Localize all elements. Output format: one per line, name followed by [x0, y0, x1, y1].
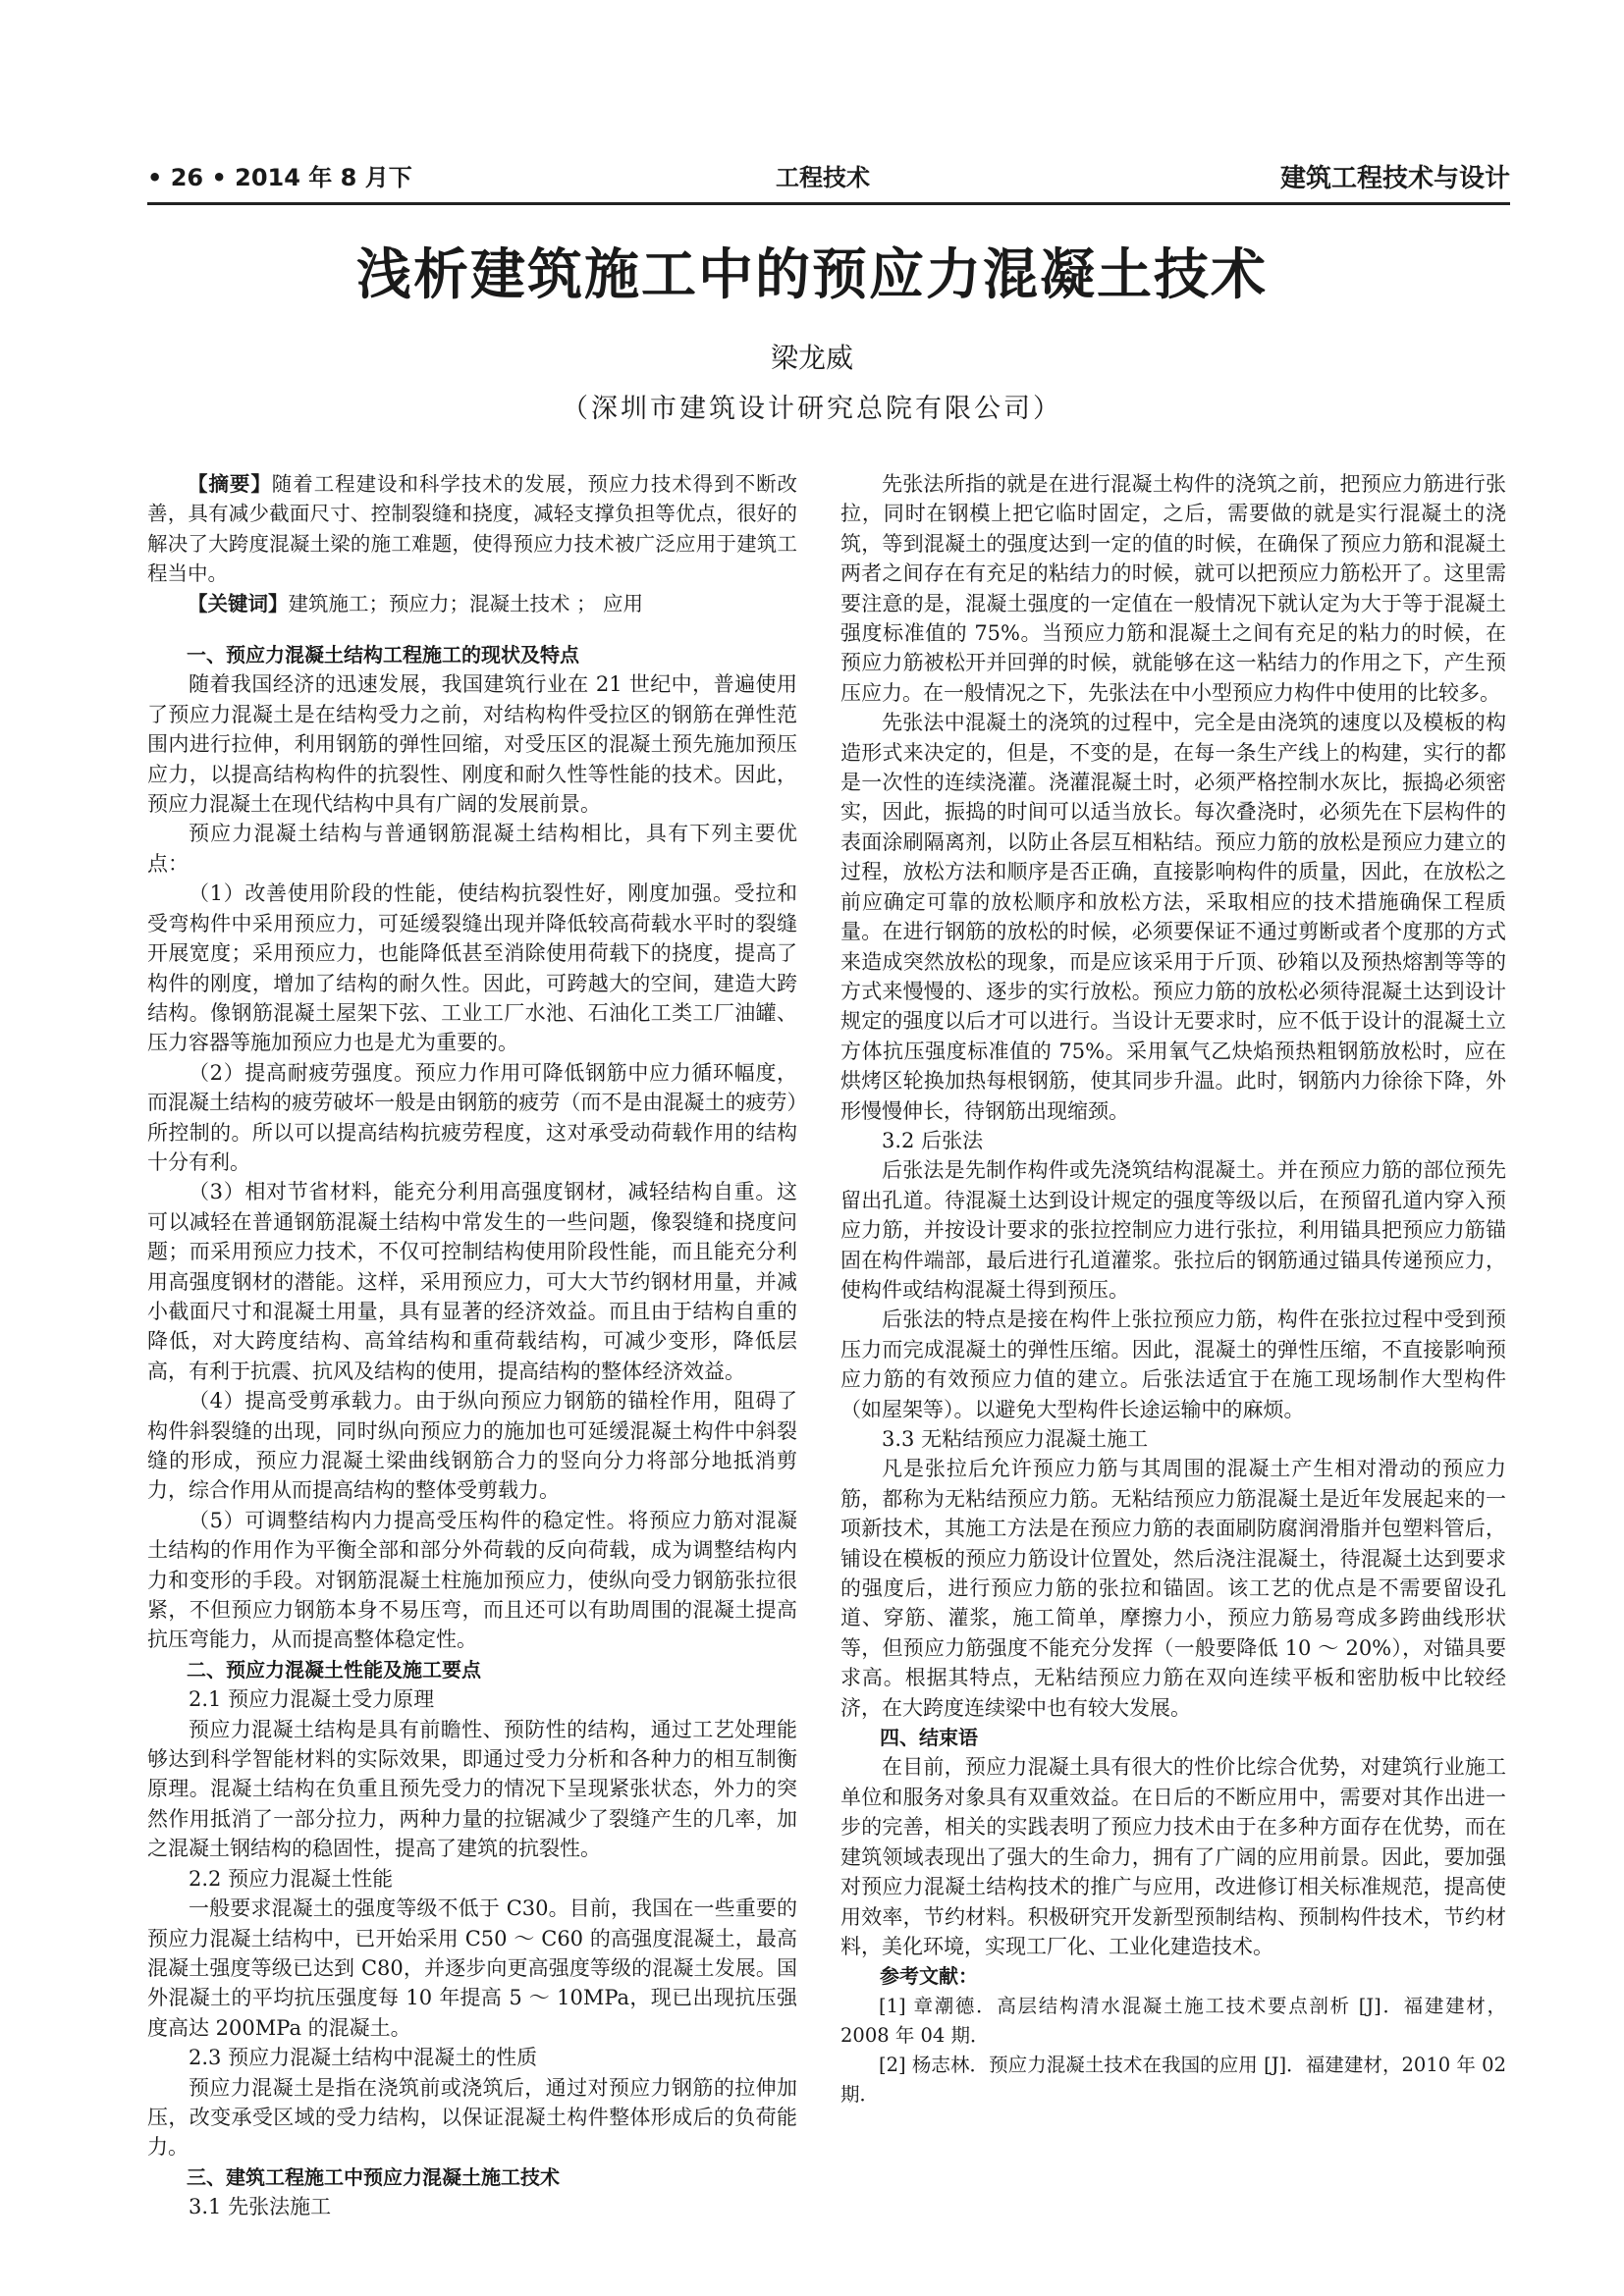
paragraph: 预应力混凝土结构是具有前瞻性、预防性的结构，通过工艺处理能够达到科学智能材料的实际效果，即通过受力分析和各种力的相互制衡原理。混凝土结构在负重且预先受力的情况下呈现紧张状态，外力的突然作用抵消了一部分拉力，两种力量的拉锯减少了裂缝产生的几率，加之混凝土钢结构的稳固性，提高了建筑的抗裂性。	[147, 1717, 797, 1861]
abstract	[147, 469, 797, 589]
reference-item: [2] 杨志林．预应力混凝土技术在我国的应用 [J]．福建建材，2010 年 02 期．	[840, 2053, 1506, 2106]
paragraph: （1）改善使用阶段的性能，使结构抗裂性好，刚度加强。受拉和受弯构件中采用预应力，可延缓裂缝出现并降低较高荷载水平时的裂缝开展宽度；采用预应力，也能降低甚至消除使用荷载下的挠度，提高了构件的刚度，增加了结构的耐久性。因此，可跨越大的空间，建造大跨结构。像钢筋混凝土屋架下弦、工业工厂水池、石油化工类工厂油罐、压力容器等施加预应力也是尤为重要的。	[147, 881, 797, 1055]
left-column	[147, 469, 797, 2222]
subsection-2-2: 2.2 预应力混凝土性能	[189, 1866, 394, 1891]
paragraph: 先张法所指的就是在进行混凝土构件的浇筑之前，把预应力筋进行张拉，同时在钢模上把它临时固定，之后，需要做的就是实行混凝土的浇筑，等到混凝土的强度达到一定的值的时候，在确保了预应力筋和混凝土两者之间存在有充足的粘结力的时候，就可以把预应力筋松开了。这里需要注意的是，混凝土强度的一定值在一般情况下就认定为大于等于混凝土强度标准值的 75%。当预应力筋和混凝土之间有充足的粘力的时候，在预应力筋被松开并回弹的时候，就能够在这一粘结力的作用之下，产生预压应力。在一般情况之下，先张法在中小型预应力构件中使用的比较多。	[840, 472, 1506, 705]
subsection-2-3: 2.3 预应力混凝土结构中混凝土的性质	[189, 2046, 538, 2070]
paragraph: 后张法的特点是接在构件上张拉预应力筋，构件在张拉过程中受到预压力而完成混凝土的弹性压缩。因此，混凝土的弹性压缩，不直接影响预应力筋的有效预应力值的建立。后张法适宜于在施工现场制作大型构件（如屋架等）。以避免大型构件长途运输中的麻烦。	[840, 1308, 1506, 1421]
section-heading-1: 一、预应力混凝土结构工程施工的现状及特点	[187, 643, 579, 667]
header-rule	[147, 202, 1510, 205]
subsection-3-1: 3.1 先张法施工	[189, 2195, 332, 2219]
running-header	[147, 158, 1510, 203]
subsection-2-1: 2.1 预应力混凝土受力原理	[189, 1687, 435, 1712]
keywords-text: 建筑施工；预应力；混凝土技术 ； 应用	[288, 591, 644, 615]
keywords	[147, 589, 797, 618]
right-column	[840, 469, 1506, 2109]
paragraph: （3）相对节省材料，能充分利用高强度钢材，减轻结构自重。这可以减轻在普通钢筋混凝土结构中常发生的一些问题，像裂缝和挠度问题；而采用预应力技术，不仅可控制结构使用阶段性能，而且能充分利用高强度钢材的潜能。这样，采用预应力，可大大节约钢材用量，并减小截面尺寸和混凝土用量，具有显著的经济效益。而且由于结构自重的降低，对大跨度结构、高耸结构和重荷载结构，可减少变形，降低层高，有利于抗震、抗风及结构的使用，提高结构的整体经济效益。	[147, 1180, 797, 1383]
paragraph: 随着我国经济的迅速发展，我国建筑行业在 21 世纪中，普遍使用了预应力混凝土是在结构受力之前，对结构构件受拉区的钢筋在弹性范围内进行拉伸，利用钢筋的弹性回缩，对受压区的混凝土预先施加预压应力，以提高结构构件的抗裂性、刚度和耐久性等性能的技术。因此，预应力混凝土在现代结构中具有广阔的发展前景。	[147, 672, 797, 817]
paragraph: 一般要求混凝土的强度等级不低于 C30。目前，我国在一些重要的预应力混凝土结构中，已开始采用 C50 ～ C60 的高强度混凝土，最高混凝土强度等级已达到 C80，并逐步向更高强度等级的混凝土发展。国外混凝土的平均抗压强度每 10 年提高 5 ～ 10MPa，现已出现抗压强度高达 200MPa 的混凝土。	[147, 1896, 797, 2040]
paragraph: 先张法中混凝土的浇筑的过程中，完全是由浇筑的速度以及模板的构造形式来决定的，但是，不变的是，在每一条生产线上的构建，实行的都是一次性的连续浇灌。浇灌混凝土时，必须严格控制水灰比，振捣必须密实，因此，振捣的时间可以适当放长。每次叠浇时，必须先在下层构件的表面涂刷隔离剂，以防止各层互相粘结。预应力筋的放松是预应力建立的过程，放松方法和顺序是否正确，直接影响构件的质量，因此，在放松之前应确定可靠的放松顺序和放松方法，采取相应的技术措施确保工程质量。在进行钢筋的放松的时候，必须要保证不通过剪断或者个度那的方式来造成突然放松的现象，而是应该采用于斤顶、砂箱以及预热熔割等等的方式来慢慢的、逐步的实行放松。预应力筋的放松必须待混凝土达到设计规定的强度以后才可以进行。当设计无要求时，应不低于设计的混凝土立方体抗压强度标准值的 75%。采用氧气乙炔焰预热粗钢筋放松时，应在烘烤区轮换加热每根钢筋，使其同步升温。此时，钢筋内力徐徐下降，外形慢慢伸长，待钢筋出现缩颈。	[840, 711, 1506, 1123]
abstract-text: 随着工程建设和科学技术的发展，预应力技术得到不断改善，具有减少截面尺寸、控制裂缝和挠度，减轻支撑负担等优点，很好的解决了大跨度混凝土梁的施工难题，使得预应力技术被广泛应用于建筑工程当中。	[147, 472, 798, 586]
article-title: 浅析建筑施工中的预应力混凝土技术	[356, 242, 1268, 307]
paragraph: （2）提高耐疲劳强度。预应力作用可降低钢筋中应力循环幅度，而混凝土结构的疲劳破坏一般是由钢筋的疲劳（而不是由混凝土的疲劳）所控制的。所以可以提高结构抗疲劳程度，这对承受动荷载作用的结构十分有利。	[147, 1060, 797, 1174]
abstract-label: 【摘要】	[188, 472, 272, 496]
paragraph: 预应力混凝土是指在浇筑前或浇筑后，通过对预应力钢筋的拉伸加压，改变承受区域的受力结构，以保证混凝土构件整体形成后的负荷能力。	[147, 2075, 797, 2160]
paragraph: （5）可调整结构内力提高受压构件的稳定性。将预应力筋对混凝土结构的作用作为平衡全部和部分外荷载的反向荷载，成为调整结构内力和变形的手段。对钢筋混凝土柱施加预应力，使纵向受力钢筋张拉很紧，不但预应力钢筋本身不易压弯，而且还可以有助周围的混凝土提高抗压弯能力，从而提高整体稳定性。	[147, 1508, 797, 1652]
section-heading-2: 二、预应力混凝土性能及施工要点	[187, 1657, 481, 1682]
paragraph: （4）提高受剪承载力。由于纵向预应力钢筋的锚栓作用，阻碍了构件斜裂缝的出现，同时纵向预应力的施加也可延缓混凝土构件中斜裂缝的形成，预应力混凝土梁曲线钢筋合力的竖向分力将部分地抵消剪力，综合作用从而提高结构的整体受剪载力。	[147, 1389, 797, 1503]
section-heading-3: 三、建筑工程施工中预应力混凝土施工技术	[187, 2164, 560, 2189]
section-heading-4: 四、结束语	[880, 1726, 978, 1750]
subsection-3-3: 3.3 无粘结预应力混凝土施工	[882, 1427, 1149, 1451]
section-name: 建筑工程技术与设计	[1279, 164, 1510, 193]
paragraph: 凡是张拉后允许预应力筋与其周围的混凝土产生相对滑动的预应力筋，都称为无粘结预应力筋。无粘结预应力筋混凝土是近年发展起来的一项新技术，其施工方法是在预应力筋的表面刷防腐润滑脂并包塑料管后，铺设在模板的预应力筋设计位置处，然后浇注混凝土，待混凝土达到要求的强度后，进行预应力筋的张拉和锚固。该工艺的优点是不需要留设孔道、穿筋、灌浆，施工简单，摩擦力小，预应力筋易弯成多跨曲线形状等，但预应力筋强度不能充分发挥（一般要降低 10 ～ 20%），对锚具要求高。根据其特点，无粘结预应力筋在双向连续平板和密肋板中比较经济，在大跨度连续梁中也有较大发展。	[840, 1457, 1506, 1720]
author-name: 梁龙威	[770, 342, 853, 374]
page-number-date: • 26 • 2014 年 8 月下	[147, 164, 412, 191]
subsection-3-2: 3.2 后张法	[882, 1128, 984, 1152]
journal-name: 工程技术	[776, 164, 870, 191]
paragraph: 后张法是先制作构件或先浇筑结构混凝土。并在预应力筋的部位预先留出孔道。待混凝土达到设计规定的强度等级以后，在预留孔道内穿入预应力筋，并按设计要求的张拉控制应力进行张拉，利用锚具把预应力筋锚固在构件端部，最后进行孔道灌浆。张拉后的钢筋通过锚具传递预应力，使构件或结构混凝土得到预压。	[840, 1158, 1506, 1302]
paragraph: 在目前，预应力混凝土具有很大的性价比综合优势，对建筑行业施工单位和服务对象具有双重效益。在日后的不断应用中，需要对其作出进一步的完善，相关的实践表明了预应力技术由于在多种方面存在优势，而在建筑领域表现出了强大的生命力，拥有了广阔的应用前景。因此，要加强对预应力混凝土结构技术的推广与应用，改进修订相关标准规范，提高使用效率，节约材料。积极研究开发新型预制结构、预制构件技术，节约材料，美化环境，实现工厂化、工业化建造技术。	[840, 1755, 1506, 1958]
reference-item: [1] 章潮德．高层结构清水混凝土施工技术要点剖析 [J]．福建建材，2008 年 04 期．	[840, 1994, 1506, 2047]
keywords-label: 【关键词】	[188, 591, 289, 615]
references-heading: 参考文献：	[880, 1964, 978, 1989]
paragraph: 预应力混凝土结构与普通钢筋混凝土结构相比，具有下列主要优点：	[147, 822, 797, 876]
author-affiliation: （深圳市建筑设计研究总院有限公司）	[562, 394, 1062, 424]
